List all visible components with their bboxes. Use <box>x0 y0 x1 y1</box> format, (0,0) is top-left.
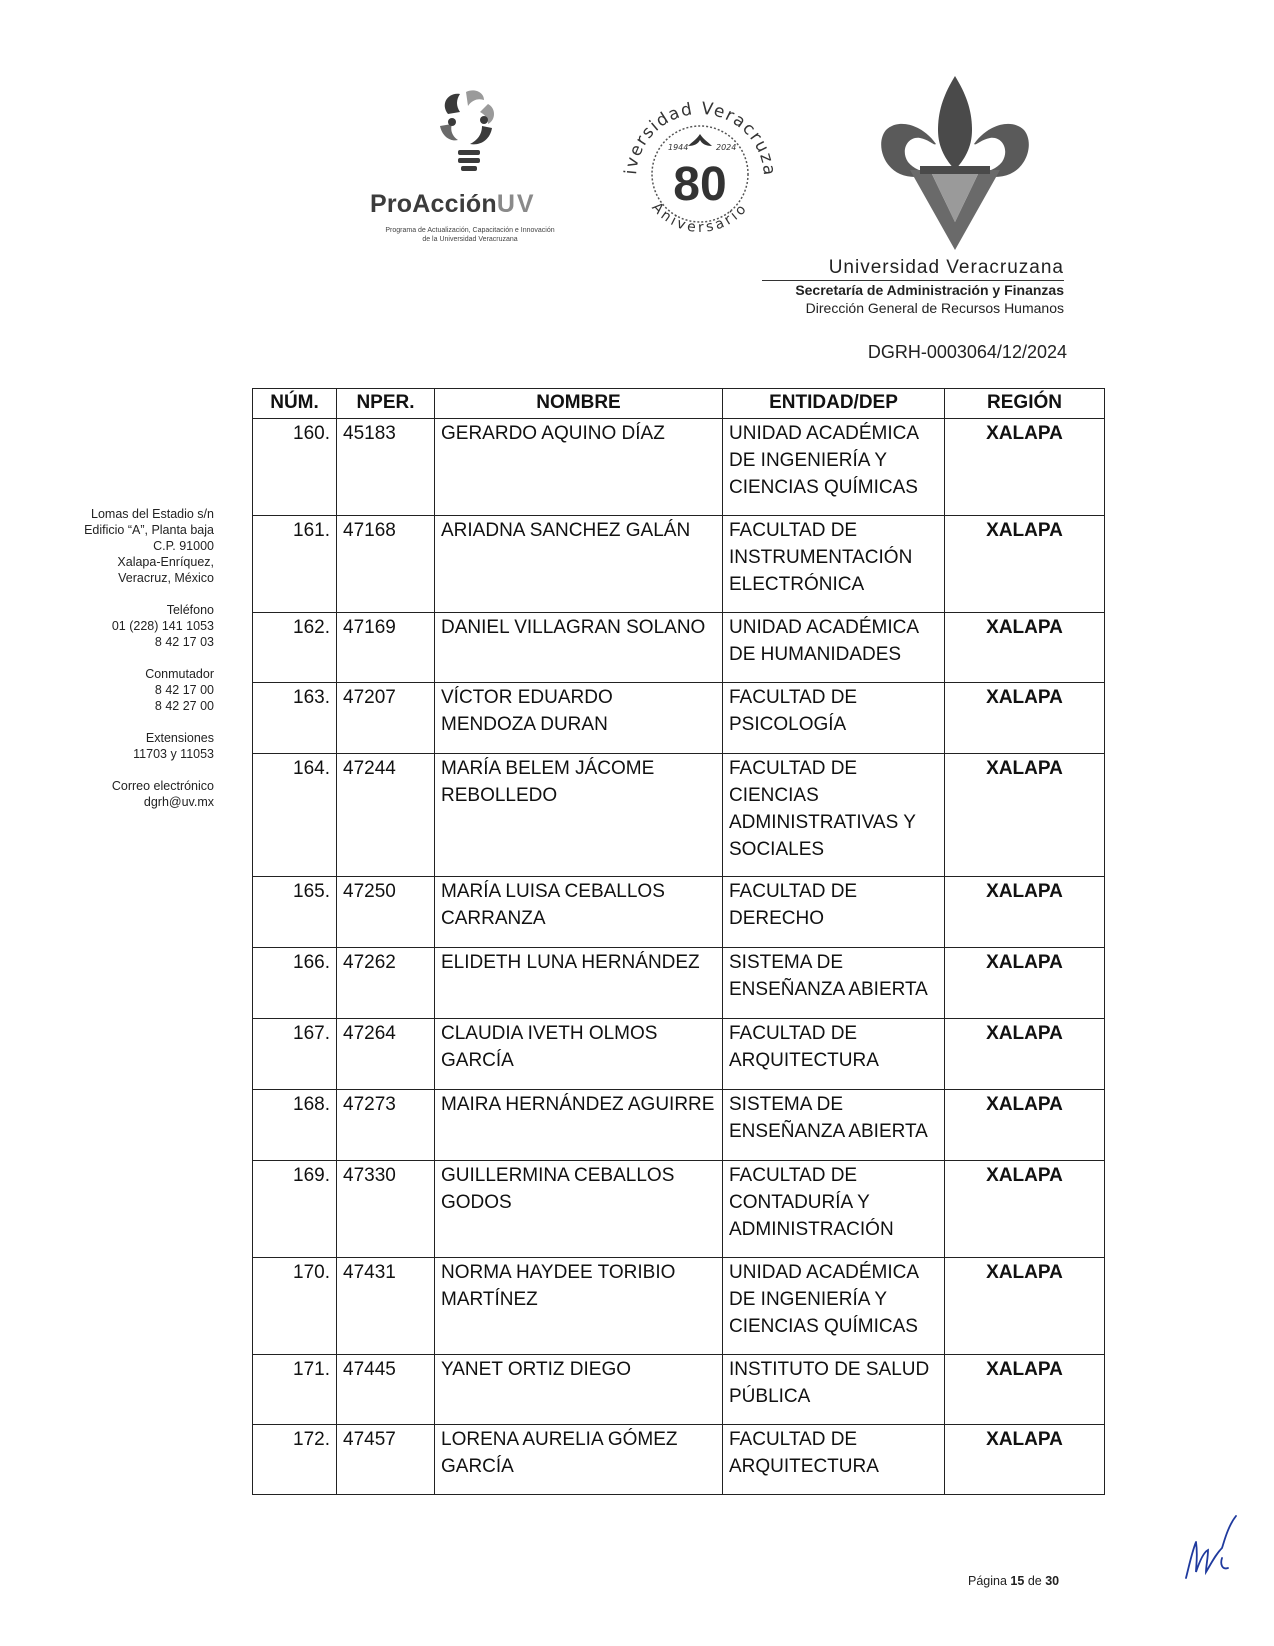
cell-entidad-line: UNIDAD ACADÉMICA <box>729 1262 920 1283</box>
table-row <box>253 754 1105 877</box>
cell-entidad-line: PSICOLOGÍA <box>729 714 847 735</box>
page-of: de <box>1027 1574 1042 1588</box>
cell-num: 161. <box>253 516 337 613</box>
address-line: C.P. 91000 <box>153 539 214 553</box>
cell-nombre <box>435 754 723 877</box>
cell-num: 160. <box>253 419 337 516</box>
cell-nombre-line: GARCÍA <box>441 1050 514 1071</box>
table-body <box>253 419 1105 1495</box>
cell-nombre-line: MENDOZA DURAN <box>441 714 608 735</box>
proaccion-title <box>370 190 536 219</box>
cell-nper: 47457 <box>337 1425 435 1495</box>
switchboard-label: Conmutador <box>145 667 214 681</box>
cell-entidad-line: PÚBLICA <box>729 1386 811 1407</box>
cell-nombre-line: MARÍA LUISA CEBALLOS <box>441 881 665 902</box>
address-line: Veracruz, México <box>118 571 214 585</box>
cell-entidad-line: ADMINISTRATIVAS Y <box>729 812 916 833</box>
header-num: NÚM. <box>253 389 337 419</box>
cell-nombre <box>435 683 723 754</box>
switchboard-number: 8 42 17 00 <box>154 683 214 697</box>
proaccion-title-main: ProAcción <box>370 190 497 218</box>
anniversary-seal-graphic <box>616 88 784 256</box>
cell-num: 172. <box>253 1425 337 1495</box>
cell-num: 165. <box>253 877 337 948</box>
cell-num: 163. <box>253 683 337 754</box>
header-entidad: ENTIDAD/DEP <box>723 389 945 419</box>
cell-region: XALAPA <box>945 419 1105 516</box>
cell-nper: 47207 <box>337 683 435 754</box>
personnel-table <box>252 388 1105 1495</box>
cell-nombre-line: GERARDO AQUINO DÍAZ <box>441 423 665 444</box>
table-row <box>253 1355 1105 1425</box>
cell-entidad-line: FACULTAD DE <box>729 1165 858 1186</box>
table-row <box>253 1090 1105 1161</box>
cell-region: XALAPA <box>945 1258 1105 1355</box>
cell-entidad <box>723 1425 945 1495</box>
cell-region: XALAPA <box>945 1090 1105 1161</box>
cell-entidad-line: UNIDAD ACADÉMICA <box>729 617 920 638</box>
cell-region: XALAPA <box>945 1425 1105 1495</box>
extensions-label: Extensiones <box>145 731 214 745</box>
cell-region: XALAPA <box>945 948 1105 1019</box>
cell-entidad-line: SISTEMA DE <box>729 1094 844 1115</box>
cell-nombre <box>435 1355 723 1425</box>
anniversary-bottom-text: Aniversario <box>648 199 752 237</box>
cell-entidad-line: ARQUITECTURA <box>729 1050 879 1071</box>
directorate-name: Dirección General de Recursos Humanos <box>805 300 1064 316</box>
page-number <box>968 1574 1059 1588</box>
document-reference: DGRH-0003064/12/2024 <box>867 342 1067 362</box>
cell-entidad-line: CONTADURÍA Y <box>729 1192 870 1213</box>
cell-nombre-line: GUILLERMINA CEBALLOS <box>441 1165 675 1186</box>
cell-nper: 47264 <box>337 1019 435 1090</box>
cell-nombre-line: ELIDETH LUNA HERNÁNDEZ <box>441 952 700 973</box>
cell-entidad-line: FACULTAD DE <box>729 1023 858 1044</box>
proaccion-subtitle-line: Programa de Actualización, Capacitación e Innovación <box>385 227 555 234</box>
phone-number: 8 42 17 03 <box>154 635 214 649</box>
fleur-de-lis-small-icon <box>688 134 712 146</box>
cell-region: XALAPA <box>945 877 1105 948</box>
cell-nper: 47330 <box>337 1161 435 1258</box>
cell-nombre-line: GODOS <box>441 1192 512 1213</box>
cell-entidad-line: FACULTAD DE <box>729 520 858 541</box>
cell-nombre-line: NORMA HAYDEE TORIBIO <box>441 1262 676 1283</box>
proaccion-subtitle-line: de la Universidad Veracruzana <box>422 236 518 243</box>
cell-nombre-line: MARÍA BELEM JÁCOME <box>441 758 655 779</box>
cell-entidad-line: CIENCIAS QUÍMICAS <box>729 1316 918 1337</box>
extensions-value: 11703 y 11053 <box>133 747 214 761</box>
cell-nombre-line: GARCÍA <box>441 1456 514 1477</box>
header-nombre: NOMBRE <box>435 389 723 419</box>
page-label: Página <box>968 1574 1007 1588</box>
address-line: Edificio “A”, Planta baja <box>84 523 214 537</box>
proaccion-people-icon <box>430 86 510 186</box>
cell-nper: 47168 <box>337 516 435 613</box>
cell-num: 167. <box>253 1019 337 1090</box>
cell-region: XALAPA <box>945 613 1105 683</box>
header-nper: NPER. <box>337 389 435 419</box>
table-row <box>253 516 1105 613</box>
secretariat-name: Secretaría de Administración y Finanzas <box>795 282 1064 298</box>
cell-region: XALAPA <box>945 1019 1105 1090</box>
cell-entidad <box>723 1258 945 1355</box>
cell-entidad <box>723 1161 945 1258</box>
cell-nombre-line: REBOLLEDO <box>441 785 558 806</box>
cell-entidad-line: ENSEÑANZA ABIERTA <box>729 979 928 1000</box>
cell-nombre <box>435 1425 723 1495</box>
address-line: Xalapa-Enríquez, <box>117 555 214 569</box>
cell-num: 168. <box>253 1090 337 1161</box>
table-row <box>253 683 1105 754</box>
proaccion-uv-logo <box>360 86 590 256</box>
cell-entidad <box>723 877 945 948</box>
cell-region: XALAPA <box>945 516 1105 613</box>
cell-num: 166. <box>253 948 337 1019</box>
cell-nper: 47244 <box>337 754 435 877</box>
cell-nombre <box>435 877 723 948</box>
anniversary-year-end: 2024 <box>716 143 737 152</box>
cell-entidad <box>723 1355 945 1425</box>
switchboard-number: 8 42 27 00 <box>154 699 214 713</box>
cell-nper: 47445 <box>337 1355 435 1425</box>
uv-fleur-de-lis-logo <box>880 74 1030 250</box>
cell-nombre <box>435 1090 723 1161</box>
cell-nombre <box>435 948 723 1019</box>
table-header-row <box>253 389 1105 419</box>
cell-nombre-line: MAIRA HERNÁNDEZ AGUIRRE <box>441 1094 715 1115</box>
cell-nper: 47169 <box>337 613 435 683</box>
cell-nper: 47273 <box>337 1090 435 1161</box>
cell-region: XALAPA <box>945 683 1105 754</box>
cell-entidad-line: CIENCIAS <box>729 785 819 806</box>
institution-name: Universidad Veracruzana <box>828 257 1064 278</box>
cell-entidad <box>723 948 945 1019</box>
anniversary-top-text: iversidad Veracruza <box>621 98 780 178</box>
cell-entidad <box>723 516 945 613</box>
cell-entidad <box>723 419 945 516</box>
page-total: 30 <box>1045 1574 1060 1588</box>
institution-underline <box>762 280 1064 281</box>
cell-nombre <box>435 1019 723 1090</box>
cell-num: 162. <box>253 613 337 683</box>
cell-num: 169. <box>253 1161 337 1258</box>
cell-entidad-line: DE INGENIERÍA Y <box>729 450 888 471</box>
proaccion-title-uv: UV <box>496 190 536 218</box>
cell-entidad <box>723 1090 945 1161</box>
cell-num: 171. <box>253 1355 337 1425</box>
email-value: dgrh@uv.mx <box>143 795 214 809</box>
cell-entidad-line: FACULTAD DE <box>729 758 858 779</box>
anniversary-number: 80 <box>673 158 727 211</box>
email-label: Correo electrónico <box>111 779 214 793</box>
cell-entidad-line: SISTEMA DE <box>729 952 844 973</box>
cell-entidad <box>723 683 945 754</box>
cell-nper: 47431 <box>337 1258 435 1355</box>
cell-nombre <box>435 419 723 516</box>
phone-number: 01 (228) 141 1053 <box>111 619 214 633</box>
cell-nombre-line: ARIADNA SANCHEZ GALÁN <box>441 520 691 541</box>
cell-entidad-line: DERECHO <box>729 908 825 929</box>
fleur-de-lis-icon <box>880 74 1030 250</box>
cell-region: XALAPA <box>945 1161 1105 1258</box>
cell-num: 164. <box>253 754 337 877</box>
cell-region: XALAPA <box>945 754 1105 877</box>
cell-entidad-line: FACULTAD DE <box>729 687 858 708</box>
anniversary-year-start: 1944 <box>668 143 689 152</box>
cell-entidad-line: INSTRUMENTACIÓN <box>729 547 913 568</box>
cell-nombre-line: DANIEL VILLAGRAN SOLANO <box>441 617 706 638</box>
cell-nombre <box>435 516 723 613</box>
cell-entidad-line: SOCIALES <box>729 839 825 860</box>
cell-nombre-line: MARTÍNEZ <box>441 1289 538 1310</box>
contact-info <box>14 506 214 810</box>
table-row <box>253 1019 1105 1090</box>
cell-nombre-line: LORENA AURELIA GÓMEZ <box>441 1429 678 1450</box>
cell-entidad-line: ADMINISTRACIÓN <box>729 1219 894 1240</box>
cell-entidad-line: UNIDAD ACADÉMICA <box>729 423 920 444</box>
table-row <box>253 1258 1105 1355</box>
cell-num: 170. <box>253 1258 337 1355</box>
phone-label: Teléfono <box>166 603 214 617</box>
table-row <box>253 1425 1105 1495</box>
table-row <box>253 613 1105 683</box>
table-row <box>253 948 1105 1019</box>
cell-entidad-line: FACULTAD DE <box>729 881 858 902</box>
cell-entidad-line: CIENCIAS QUÍMICAS <box>729 477 918 498</box>
table-row <box>253 877 1105 948</box>
cell-nombre-line: CLAUDIA IVETH OLMOS <box>441 1023 658 1044</box>
cell-entidad-line: DE HUMANIDADES <box>729 644 902 665</box>
cell-nombre-line: YANET ORTIZ DIEGO <box>441 1359 632 1380</box>
proaccion-subtitle <box>360 226 580 244</box>
cell-entidad-line: ARQUITECTURA <box>729 1456 879 1477</box>
cell-entidad <box>723 613 945 683</box>
cell-entidad <box>723 754 945 877</box>
header-region: REGIÓN <box>945 389 1105 419</box>
cell-nombre-line: CARRANZA <box>441 908 546 929</box>
cell-region: XALAPA <box>945 1355 1105 1425</box>
table-row <box>253 1161 1105 1258</box>
anniversary-seal <box>616 88 784 256</box>
cell-nper: 47262 <box>337 948 435 1019</box>
cell-entidad-line: ENSEÑANZA ABIERTA <box>729 1121 928 1142</box>
cell-entidad-line: FACULTAD DE <box>729 1429 858 1450</box>
page-current: 15 <box>1010 1574 1025 1588</box>
cell-nombre <box>435 1161 723 1258</box>
cell-entidad-line: INSTITUTO DE SALUD <box>729 1359 930 1380</box>
cell-nper: 47250 <box>337 877 435 948</box>
cell-entidad-line: ELECTRÓNICA <box>729 574 865 595</box>
cell-entidad-line: DE INGENIERÍA Y <box>729 1289 888 1310</box>
cell-nper: 45183 <box>337 419 435 516</box>
cell-nombre-line: VÍCTOR EDUARDO <box>441 687 613 708</box>
cell-nombre <box>435 613 723 683</box>
handwritten-initials <box>1182 1512 1242 1582</box>
table-row <box>253 419 1105 516</box>
cell-nombre <box>435 1258 723 1355</box>
cell-entidad <box>723 1019 945 1090</box>
address-line: Lomas del Estadio s/n <box>91 507 214 521</box>
